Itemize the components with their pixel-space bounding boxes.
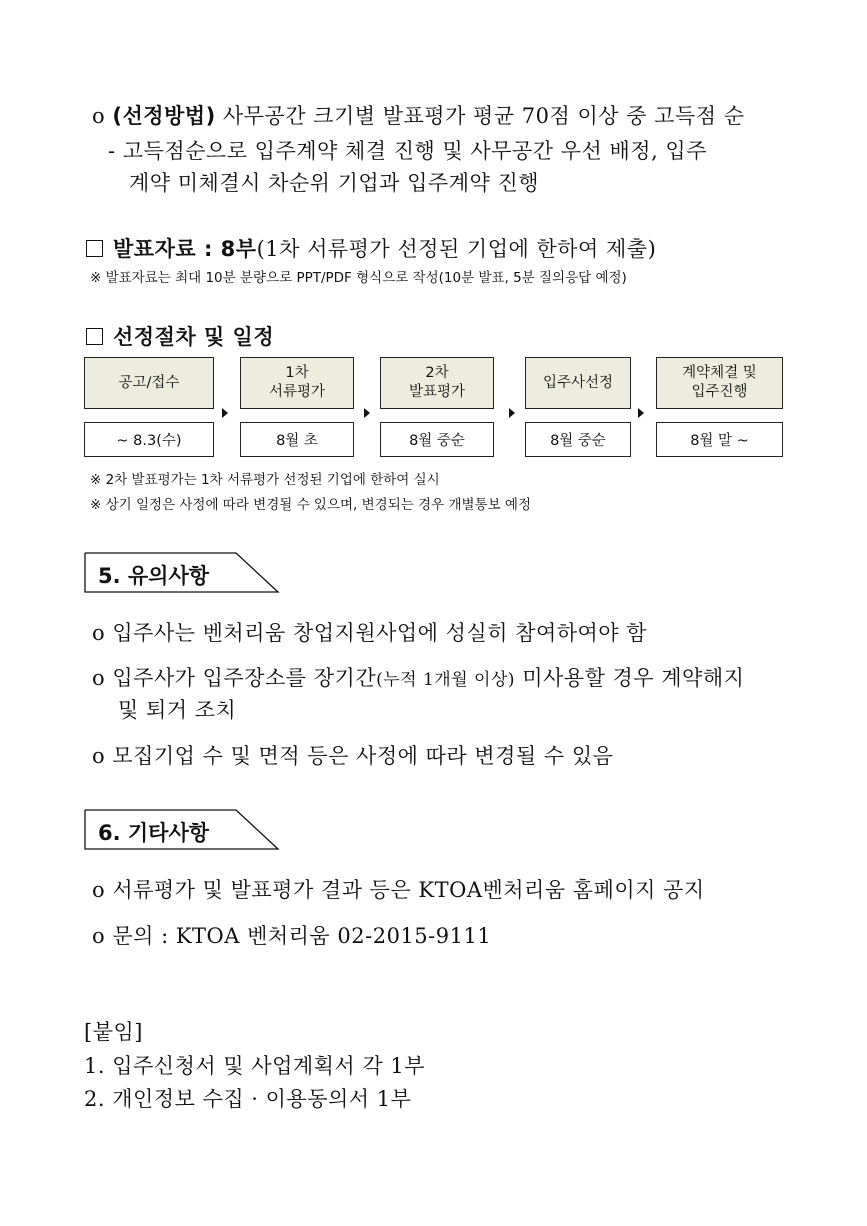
attachment-item-1: 1. 입주신청서 및 사업계획서 각 1부 [84, 1054, 425, 1078]
step-date-4: 8월 중순 [525, 422, 631, 457]
selection-method-sub1: - 고득점순으로 입주계약 체결 진행 및 사무공간 우선 배정, 입주 [108, 139, 707, 163]
step-date-1: ~ 8.3(수) [84, 422, 214, 457]
step-line1: 입주사선정 [542, 374, 614, 391]
notice-item-1: o 입주사는 벤처리움 창업지원사업에 성실히 참여하여야 함 [92, 621, 648, 645]
step-box-5 [656, 357, 783, 409]
step-date-3: 8월 중순 [380, 422, 494, 457]
step-date-5: 8월 말 ~ [656, 422, 783, 457]
presentation-materials-note: ※ 발표자료는 최대 10분 분량으로 PPT/PDF 형식으로 작성(10분 발표, 5분 질의응답 예정) [90, 270, 627, 286]
selection-method-text: 사무공간 크기별 발표평가 평균 70점 이상 중 고득점 순 [215, 104, 745, 128]
selection-method-label: (선정방법) [112, 104, 216, 128]
other-item-2: o 문의 : KTOA 벤처리움 02-2015-9111 [92, 924, 492, 948]
arrow-right-icon [222, 408, 228, 418]
step-line2: 입주진행 [691, 384, 748, 400]
arrow-right-icon [509, 408, 515, 418]
procedure-note-2: ※ 상기 일정은 사정에 따라 변경될 수 있으며, 변경되는 경우 개별통보 예정 [90, 497, 531, 513]
step-line1: 계약체결 및 [682, 365, 757, 381]
checkbox-square-icon [86, 240, 103, 257]
notice-item-2-tail: 미사용할 경우 계약해지 [515, 666, 745, 690]
step-date-2: 8월 초 [240, 422, 354, 457]
step-line2: 서류평가 [268, 384, 326, 400]
presentation-materials-text: (1차 서류평가 선정된 기업에 한하여 제출) [256, 237, 657, 261]
section-5-heading [84, 552, 280, 594]
step-line1: 2차 [425, 365, 449, 381]
section-6-heading [84, 809, 280, 851]
selection-method-sub2: 계약 미체결시 차순위 기업과 입주계약 진행 [129, 171, 540, 195]
procedure-heading-line [86, 321, 274, 351]
step-line1: 1차 [285, 365, 309, 381]
notice-item-3: o 모집기업 수 및 면적 등은 사정에 따라 변경될 수 있음 [92, 744, 614, 768]
presentation-materials-line [86, 233, 656, 263]
step-box-2 [240, 357, 354, 409]
step-box-1 [84, 357, 214, 409]
notice-item-2-text: o 입주사가 입주장소를 장기간 [92, 666, 377, 690]
bullet: o [92, 104, 106, 128]
step-line1: 공고/접수 [118, 374, 180, 391]
step-box-3 [380, 357, 494, 409]
presentation-materials-label: 발표자료 : 8부 [113, 237, 257, 261]
section-6-title: 6. 기타사항 [98, 821, 210, 845]
step-line2: 발표평가 [408, 384, 466, 400]
attachment-item-2: 2. 개인정보 수집 · 이용동의서 1부 [84, 1087, 412, 1111]
notice-item-2 [92, 662, 744, 692]
notice-item-2-paren: (누적 1개월 이상) [376, 670, 516, 690]
attachments-heading: [붙임] [84, 1020, 143, 1044]
procedure-heading: 선정절차 및 일정 [113, 325, 275, 349]
step-box-4 [525, 357, 631, 409]
notice-item-2-cont: 및 퇴거 조치 [118, 698, 237, 722]
selection-method-line [92, 100, 745, 130]
procedure-note-1: ※ 2차 발표평가는 1차 서류평가 선정된 기업에 한하여 실시 [90, 472, 440, 488]
checkbox-square-icon [86, 328, 103, 345]
arrow-right-icon [638, 408, 644, 418]
arrow-right-icon [364, 408, 370, 418]
section-5-title: 5. 유의사항 [98, 564, 210, 588]
other-item-1: o 서류평가 및 발표평가 결과 등은 KTOA벤처리움 홈페이지 공지 [92, 878, 705, 902]
